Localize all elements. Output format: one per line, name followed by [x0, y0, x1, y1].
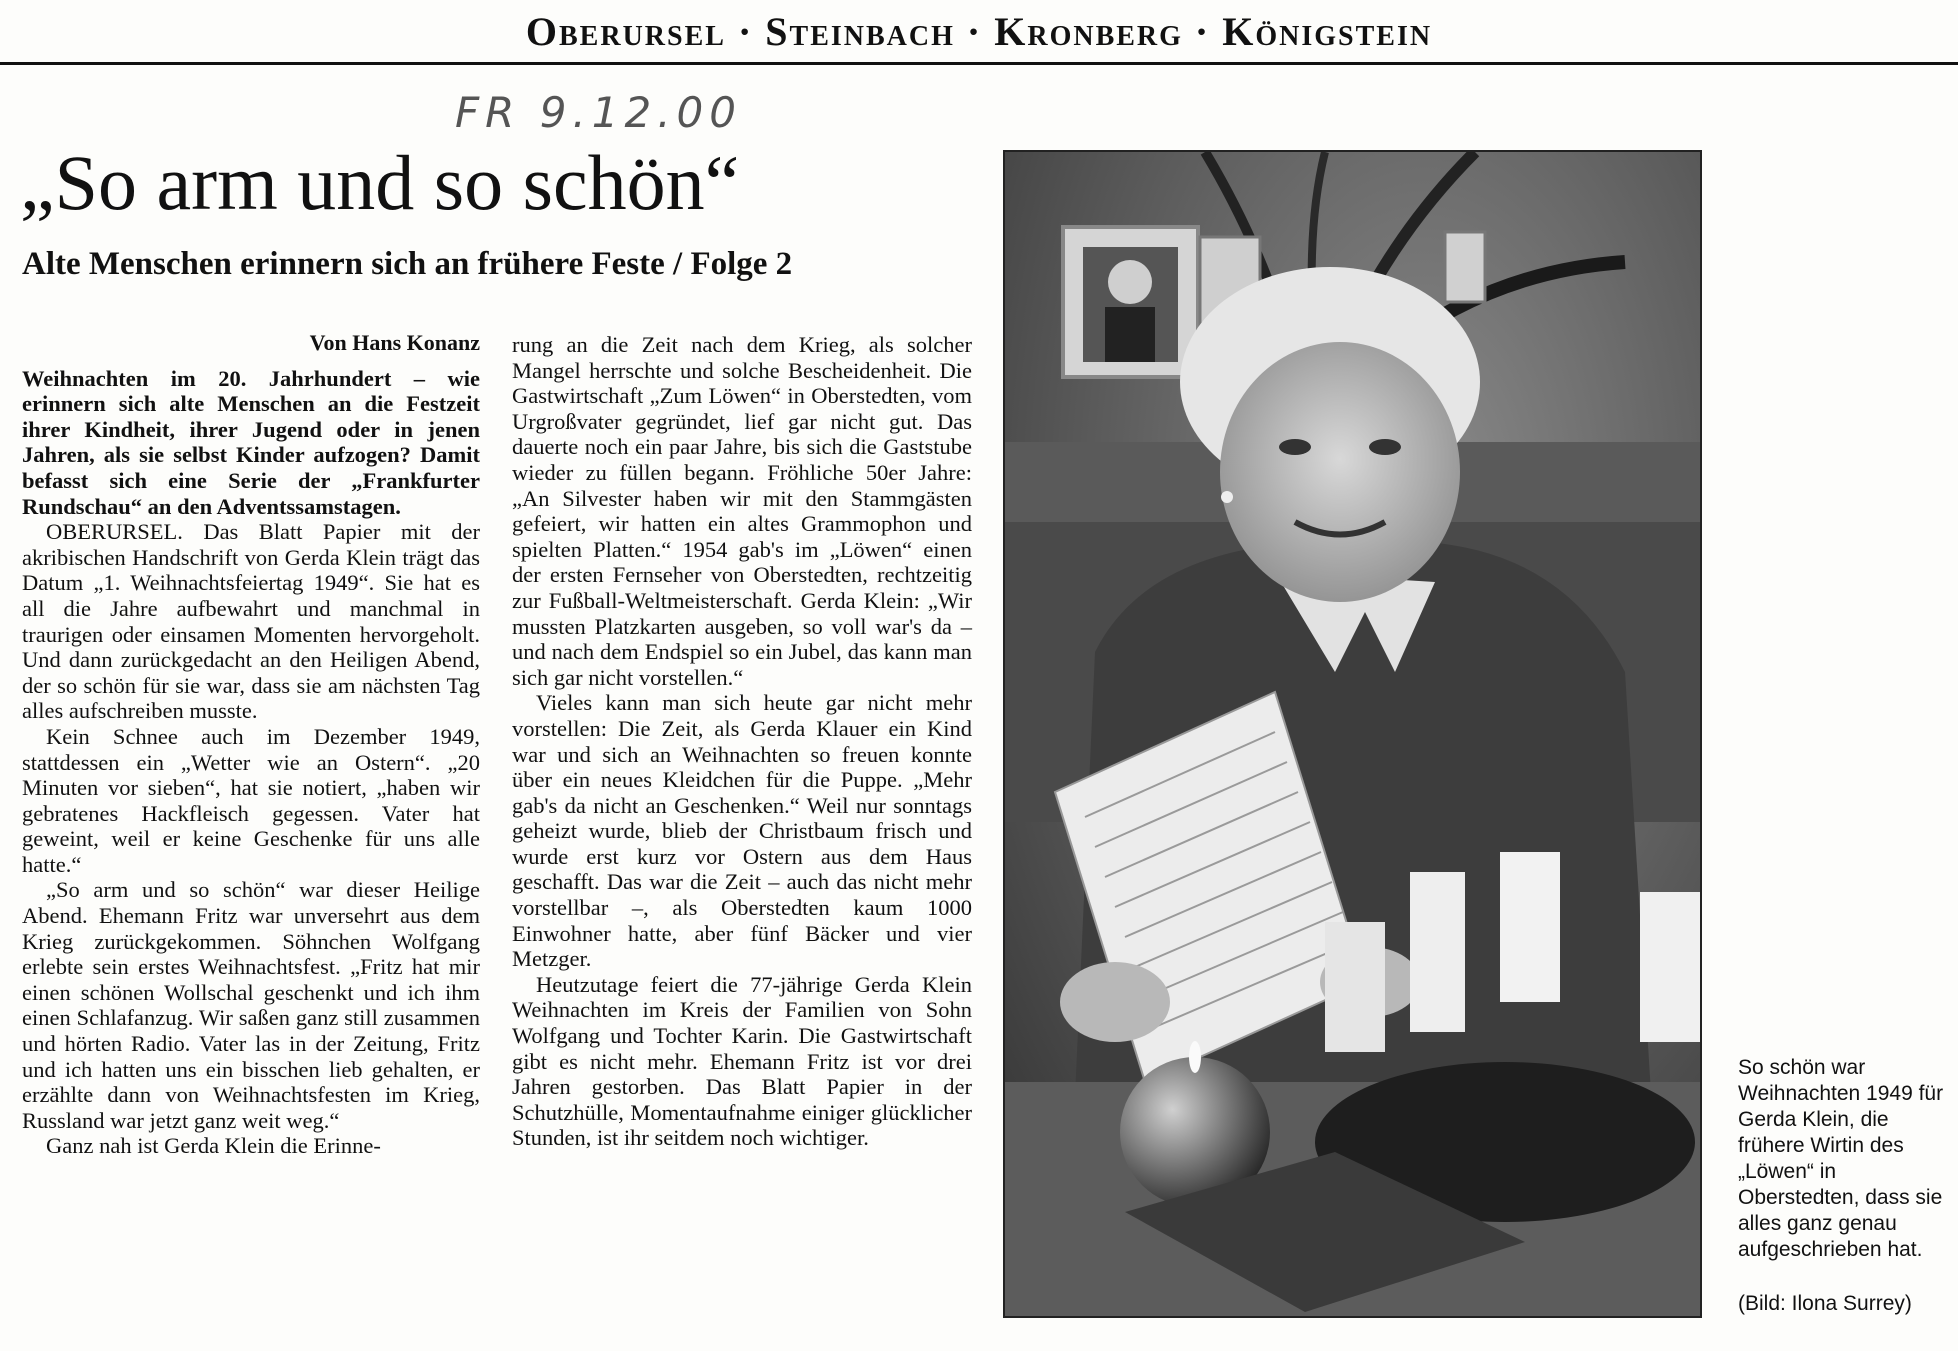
header-rule — [0, 62, 1958, 65]
article-photo — [1003, 150, 1702, 1318]
lead-paragraph: Weihnachten im 20. Jahrhundert – wie erinnern sich alte Menschen an die Festzeit ihrer Kindheit, ihrer Jugend oder in jenen Jahren, als sie selbst Kinder aufzogen? Damit befasst sich eine Serie der „Frankfurter Rundschau“ an den Adventssamstagen. — [22, 365, 480, 519]
photo-illustration — [1005, 152, 1702, 1318]
body-paragraph: Vieles kann man sich heute gar nicht mehr vorstellen: Die Zeit, als Gerda Klauer ein Kind war und sich an Weihnachten so freuen konnte über ein neues Kleidchen für die Puppe. „Mehr gab's da nicht an Geschenken.“ Weil nur sonntags geheizt wurde, blieb der Christbaum frisch und wurde erst kurz vor Ostern aus dem Haus geschafft. Das war die Zeit – auch das nicht mehr vorstellbar –, als Oberstedten kaum 1000 Einwohner hatte, aber fünf Bäcker und vier Metzger. — [512, 690, 972, 972]
section-header — [0, 0, 1958, 62]
article-column-1 — [22, 330, 480, 1159]
handwritten-date-note: FR 9.12.00 — [455, 88, 743, 137]
photo-credit: (Bild: Ilona Surrey) — [1738, 1292, 1912, 1315]
photo-caption: So schön war Weihnachten 1949 für Gerda Klein, die frühere Wirtin des „Löwen“ in Oberstedten, dass sie alles ganz genau aufgeschrieben hat. — [1738, 1056, 1944, 1261]
body-paragraph: „So arm und so schön“ war dieser Heilige Abend. Ehemann Fritz war unversehrt aus dem Krieg zurückgekommen. Söhnchen Wolfgang erlebte sein erstes Weihnachtsfest. „Fritz hat mir einen schönen Wollschal geschenkt und ich ihm einen Schlafanzug. Wir saßen ganz still zusammen und hörten Radio. Vater las in der Zeitung, Fritz und ich hatten uns ein bisschen lieb gehalten, er erzählte dann von Weihnachtsfesten im Krieg, Russland war jetzt ganz weit weg.“ — [22, 877, 480, 1133]
body-paragraph: rung an die Zeit nach dem Krieg, als solcher Mangel herrschte und solche Bescheidenheit. Die Gastwirtschaft „Zum Löwen“ in Oberstedten, vom Urgroßvater gegründet, lief gar nicht gut. Das dauerte noch ein paar Jahre, bis sich die Gaststube wieder zu füllen begann. Fröhliche 50er Jahre: „An Silvester haben wir mit den Stammgästen gefeiert, wir hatten ein altes Grammophon und spielten Platten.“ 1954 gab's im „Löwen“ einen der ersten Fernseher von Oberstedten, rechtzeitig zur Fußball-Weltmeisterschaft. Gerda Klein: „Wir mussten Platzkarten ausgeben, so voll war's da – und nach dem Endspiel so ein Jubel, das kann man sich gar nicht vorstellen.“ — [512, 332, 972, 690]
towns-header: Oberursel · Steinbach · Kronberg · Königstein — [525, 9, 1433, 54]
body-paragraph: Heutzutage feiert die 77-jährige Gerda Klein Weihnachten im Kreis der Familien von Sohn Wolfgang und Tochter Karin. Die Gastwirtschaft gibt es nicht mehr. Ehemann Fritz ist vor drei Jahren gestorben. Das Blatt Papier in der Schutzhülle, Momentaufnahme einiger glücklicher Stunden, ist ihr seitdem noch wichtiger. — [512, 971, 972, 1151]
article-subheadline: Alte Menschen erinnern sich an frühere Feste / Folge 2 — [22, 246, 793, 282]
article-headline: „So arm und so schön“ — [20, 139, 740, 226]
article-column-2 — [512, 332, 972, 1151]
body-paragraph: Kein Schnee auch im Dezember 1949, stattdessen ein „Wetter wie an Ostern“. „20 Minuten vor sieben“, hat sie notiert, „haben wir gebratenes Hackfleisch gegessen. Vater hat geweint, weil er keine Geschenke für uns alle hatte.“ — [22, 723, 480, 877]
body-paragraph: Ganz nah ist Gerda Klein die Erinne- — [46, 1133, 381, 1159]
body-paragraph: OBERURSEL. Das Blatt Papier mit der akribischen Handschrift von Gerda Klein trägt das Datum „1. Weihnachtsfeiertag 1949“. Sie hat es all die Jahre aufbewahrt und manchmal in traurigen oder einsamen Momenten hervorgeholt. Und dann zurückgedacht an den Heiligen Abend, der so schön für sie war, dass sie am nächsten Tag alles aufschreiben musste. — [22, 519, 480, 724]
byline: Von Hans Konanz — [309, 330, 480, 355]
